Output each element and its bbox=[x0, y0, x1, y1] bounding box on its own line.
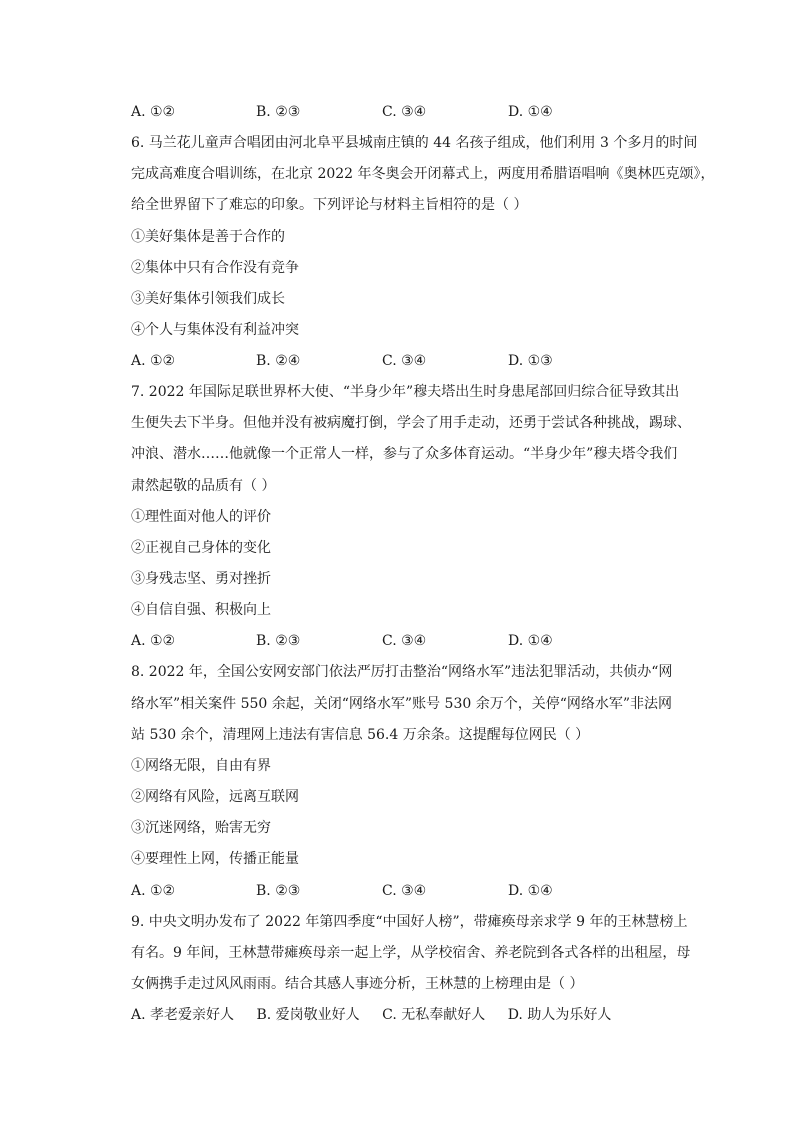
option-d: D. ①③ bbox=[508, 353, 553, 369]
question-6-options bbox=[131, 351, 691, 371]
option-c: C. 无私奉献好人 bbox=[382, 1007, 486, 1023]
option-a: A. ①② bbox=[131, 353, 176, 369]
question-8-stem-line-2: 络水军”相关案件 550 余起，关闭“网络水军”账号 530 余万个，关停“网络水军”非法网 bbox=[131, 696, 673, 712]
question-6-statement-1: ①美好集体是善于合作的 bbox=[131, 229, 285, 245]
question-6-stem-line-1: 6. 马兰花儿童声合唱团由河北阜平县城南庄镇的 44 名孩子组成，他们利用 3 个多月的时间 bbox=[131, 135, 698, 151]
question-8-stem-line-1: 8. 2022 年，全国公安网安部门依法严厉打击整治“网络水军”违法犯罪活动，共侦办“网 bbox=[131, 664, 673, 680]
question-5-options bbox=[131, 102, 691, 122]
question-8-stem-line-3: 站 530 余个，清理网上违法有害信息 56.4 万余条。这提醒每位网民（ ） bbox=[131, 727, 590, 743]
question-7-statement-4: ④自信自强、积极向上 bbox=[131, 602, 271, 618]
question-6-statement-2: ②集体中只有合作没有竞争 bbox=[131, 260, 299, 276]
question-7-statement-3: ③身残志坚、勇对挫折 bbox=[131, 571, 271, 587]
option-d: D. ①④ bbox=[508, 633, 553, 649]
question-7-options bbox=[131, 631, 691, 651]
option-c: C. ③④ bbox=[382, 353, 427, 369]
option-a: A. ①② bbox=[131, 633, 176, 649]
question-7-stem-line-2: 生便失去下半身。但他并没有被病魔打倒，学会了用手走动，还勇于尝试各种挑战，踢球、 bbox=[131, 415, 691, 431]
option-d: D. ①④ bbox=[508, 883, 553, 899]
question-9-stem-line-3: 女俩携手走过风风雨雨。结合其感人事迹分析，王林慧的上榜理由是（ ） bbox=[131, 976, 584, 992]
question-9-stem-line-1: 9. 中央文明办发布了 2022 年第四季度“中国好人榜”，带瘫痪母亲求学 9 年的王林慧榜上 bbox=[131, 914, 688, 930]
question-6-statement-4: ④个人与集体没有利益冲突 bbox=[131, 322, 299, 338]
option-b: B. ②③ bbox=[256, 104, 301, 120]
question-6-stem-line-2: 完成高难度合唱训练，在北京 2022 年冬奥会开闭幕式上，两度用希腊语唱响《奥林匹克颂》， bbox=[131, 166, 715, 182]
question-8-statement-1: ①网络无限，自由有界 bbox=[131, 758, 271, 774]
option-c: C. ③④ bbox=[382, 104, 427, 120]
option-d: D. 助人为乐好人 bbox=[507, 1007, 612, 1023]
option-b: B. 爱岗敬业好人 bbox=[256, 1007, 360, 1023]
question-6-statement-3: ③美好集体引领我们成长 bbox=[131, 291, 285, 307]
option-a: A. 孝老爱亲好人 bbox=[131, 1007, 235, 1023]
question-8-statement-4: ④要理性上网，传播正能量 bbox=[131, 851, 299, 867]
question-8-options bbox=[131, 881, 691, 901]
question-8-statement-3: ③沉迷网络，贻害无穷 bbox=[131, 820, 271, 836]
question-7-stem-line-4: 肃然起敬的品质有（ ） bbox=[131, 478, 276, 494]
question-9-stem-line-2: 有名。9 年间，王林慧带瘫痪母亲一起上学，从学校宿舍、养老院到各式各样的出租屋，母 bbox=[131, 945, 691, 961]
option-c: C. ③④ bbox=[382, 633, 427, 649]
question-8-statement-2: ②网络有风险，远离互联网 bbox=[131, 789, 299, 805]
question-7-statement-1: ①理性面对他人的评价 bbox=[131, 509, 271, 525]
question-7-stem-line-3: 冲浪、潜水……他就像一个正常人一样，参与了众多体育运动。“半身少年”穆夫塔令我们 bbox=[131, 446, 678, 462]
option-a: A. ①② bbox=[131, 883, 176, 899]
option-a: A. ①② bbox=[131, 104, 176, 120]
option-c: C. ③④ bbox=[382, 883, 427, 899]
question-7-stem-line-1: 7. 2022 年国际足联世界杯大使、“半身少年”穆夫塔出生时身患尾部回归综合征导致其出 bbox=[131, 384, 680, 400]
question-7-statement-2: ②正视自己身体的变化 bbox=[131, 540, 271, 556]
question-9-options bbox=[131, 1005, 629, 1025]
option-b: B. ②③ bbox=[256, 883, 301, 899]
question-6-stem-line-3: 给全世界留下了难忘的印象。下列评论与材料主旨相符的是（ ） bbox=[131, 197, 528, 213]
option-d: D. ①④ bbox=[508, 104, 553, 120]
option-b: B. ②③ bbox=[256, 633, 301, 649]
option-b: B. ②④ bbox=[256, 353, 301, 369]
